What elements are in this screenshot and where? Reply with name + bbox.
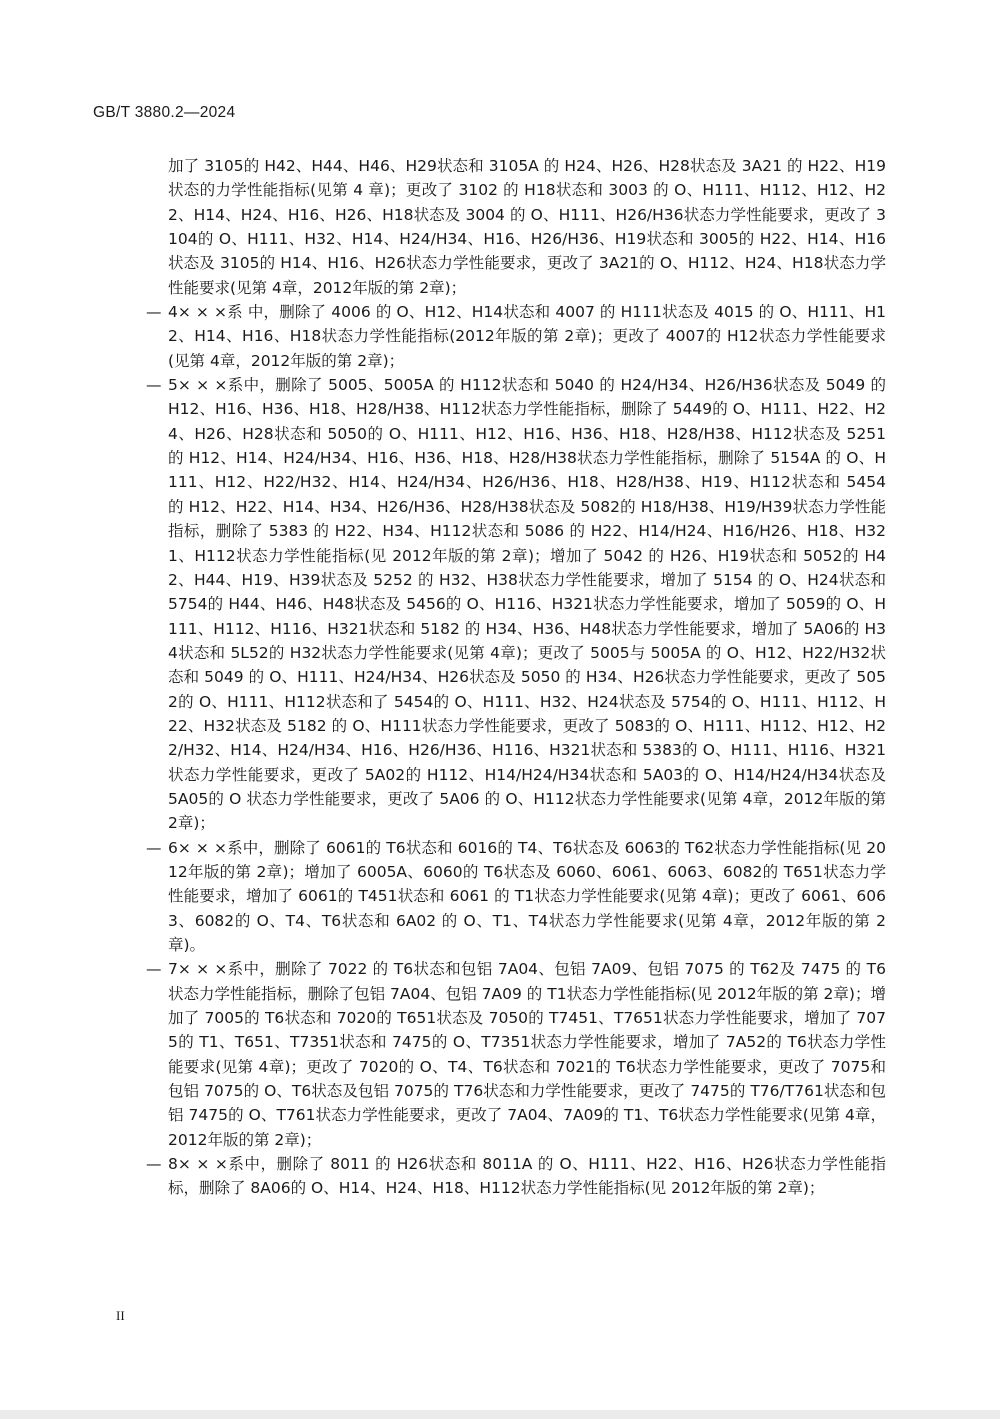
paragraph-7xxx: 7× × ×系中，删除了 7022 的 T6状态和包铝 7A04、包铝 7A09、包铝 7075 的 T62及 7475 的 T6状态力学性能指标，删除了包铝 7A04、包铝 7A09 的 T1状态力学性能指标(见 2012年版的第 2章)；增加了 7005的 T6状态和 7020的 T651状态及 7050的 T7451、T7651状态力学性能要求，增加了 7075的 T1、T651、T7351状态和 7475的 O、T7351状态力学性能要求，增加了 7A52的 T6状态力学性能要求(见第 4章)；更改了 7020的 O、T4、T6状态和 7021的 T6状态力学性能要求，更改了 7075和包铝 7075的 O、T6状态及包铝 7075的 T76状态和力学性能要求，更改了 7475的 T76/T761状态和包铝 7475的 O、T761状态力学性能要求，更改了 7A04、7A09的 T1、T6状态力学性能要求(见第 4章，2012年版的第 2章)；: [168, 960, 886, 1149]
dash-bullet: —: [146, 376, 162, 395]
document-body: [140, 154, 886, 1201]
list-item-5xxx: [140, 373, 886, 836]
list-item-8xxx: [140, 1152, 886, 1201]
standard-number-header: GB/T 3880.2—2024: [93, 104, 236, 121]
paragraph-5xxx: 5× × ×系中，删除了 5005、5005A 的 H112状态和 5040 的 H24/H34、H26/H36状态及 5049 的 H12、H16、H36、H18、H28/H38、H112状态力学性能指标，删除了 5449的 O、H111、H22、H24、H26、H28状态和 5050的 O、H111、H12、H16、H36、H18、H28/H38、H112状态及 5251 的 H12、H14、H24/H34、H16、H36、H18、H28/H38状态力学性能指标，删除了 5154A 的 O、H111、H12、H22/H32、H14、H24/H34、H26/H36、H18、H28/H38、H19、H112状态和 5454 的 H12、H22、H14、H34、H26/H36、H28/H38状态及 5082的 H18/H38、H19/H39状态力学性能指标，删除了 5383 的 H22、H34、H112状态和 5086 的 H22、H14/H24、H16/H26、H18、H321、H112状态力学性能指标(见 2012年版的第 2章)；增加了 5042 的 H26、H19状态和 5052的 H42、H44、H19、H39状态及 5252 的 H32、H38状态力学性能要求，增加了 5154 的 O、H24状态和 5754的 H44、H46、H48状态及 5456的 O、H116、H321状态力学性能要求，增加了 5059的 O、H111、H112、H116、H321状态和 5182 的 H34、H36、H48状态力学性能要求，增加了 5A06的 H34状态和 5L52的 H32状态力学性能要求(见第 4章)；更改了 5005与 5005A 的 O、H12、H22/H32状态和 5049 的 O、H111、H24/H34、H26状态及 5050 的 H34、H26状态力学性能要求，更改了 5052的 O、H111、H112状态和了 5454的 O、H111、H32、H24状态及 5754的 O、H111、H112、H22、H32状态及 5182 的 O、H111状态力学性能要求，更改了 5083的 O、H111、H112、H12、H22/H32、H14、H24/H34、H16、H26/H36、H116、H321状态和 5383的 O、H111、H116、H321状态力学性能要求，更改了 5A02的 H112、H14/H24/H34状态和 5A03的 O、H14/H24/H34状态及 5A05的 O 状态力学性能要求，更改了 5A06 的 O、H112状态力学性能要求(见第 4章，2012年版的第 2章)；: [168, 376, 886, 833]
dash-bullet: —: [146, 1155, 162, 1174]
page-number: II: [116, 1308, 125, 1323]
page-bottom-edge: [0, 1410, 1000, 1419]
paragraph-8xxx: 8× × ×系中，删除了 8011 的 H26状态和 8011A 的 O、H111、H22、H16、H26状态力学性能指标，删除了 8A06的 O、H14、H24、H18、H112状态力学性能指标(见 2012年版的第 2章)；: [168, 1155, 886, 1198]
paragraph-6xxx: 6× × ×系中，删除了 6061的 T6状态和 6016的 T4、T6状态及 6063的 T62状态力学性能指标(见 2012年版的第 2章)；增加了 6005A、6060的 T6状态及 6060、6061、6063、6082的 T651状态力学性能要求，增加了 6061的 T451状态和 6061 的 T1状态力学性能要求(见第 4章)；更改了 6061、6063、6082的 O、T4、T6状态和 6A02 的 O、T1、T4状态力学性能要求(见第 4章，2012年版的第 2章)。: [168, 838, 886, 954]
list-item-4xxx: [140, 300, 886, 373]
list-item-6xxx: [140, 836, 886, 958]
paragraph-4xxx: 4× × ×系 中，删除了 4006 的 O、H12、H14状态和 4007 的 H111状态及 4015 的 O、H111、H12、H14、H16、H18状态力学性能指标(2012年版的第 2章)；更改了 4007的 H12状态力学性能要求(见第 4章，2012年版的第 2章)；: [168, 303, 886, 370]
dash-bullet: —: [146, 960, 162, 979]
dash-bullet: —: [146, 838, 162, 857]
list-item-7xxx: [140, 957, 886, 1152]
dash-bullet: —: [146, 303, 162, 322]
paragraph-3xxx-continuation: 加了 3105的 H42、H44、H46、H29状态和 3105A 的 H24、H26、H28状态及 3A21 的 H22、H19状态的力学性能指标(见第 4 章)；更改了 3102 的 H18状态和 3003 的 O、H111、H112、H12、H22、H14、H24、H16、H26、H18状态及 3004 的 O、H111、H26/H36状态力学性能要求，更改了 3104的 O、H111、H32、H14、H24/H34、H16、H26/H36、H19状态和 3005的 H22、H14、H16状态及 3105的 H14、H16、H26状态力学性能要求，更改了 3A21的 O、H112、H24、H18状态力学性能要求(见第 4章，2012年版的第 2章)；: [168, 157, 886, 297]
